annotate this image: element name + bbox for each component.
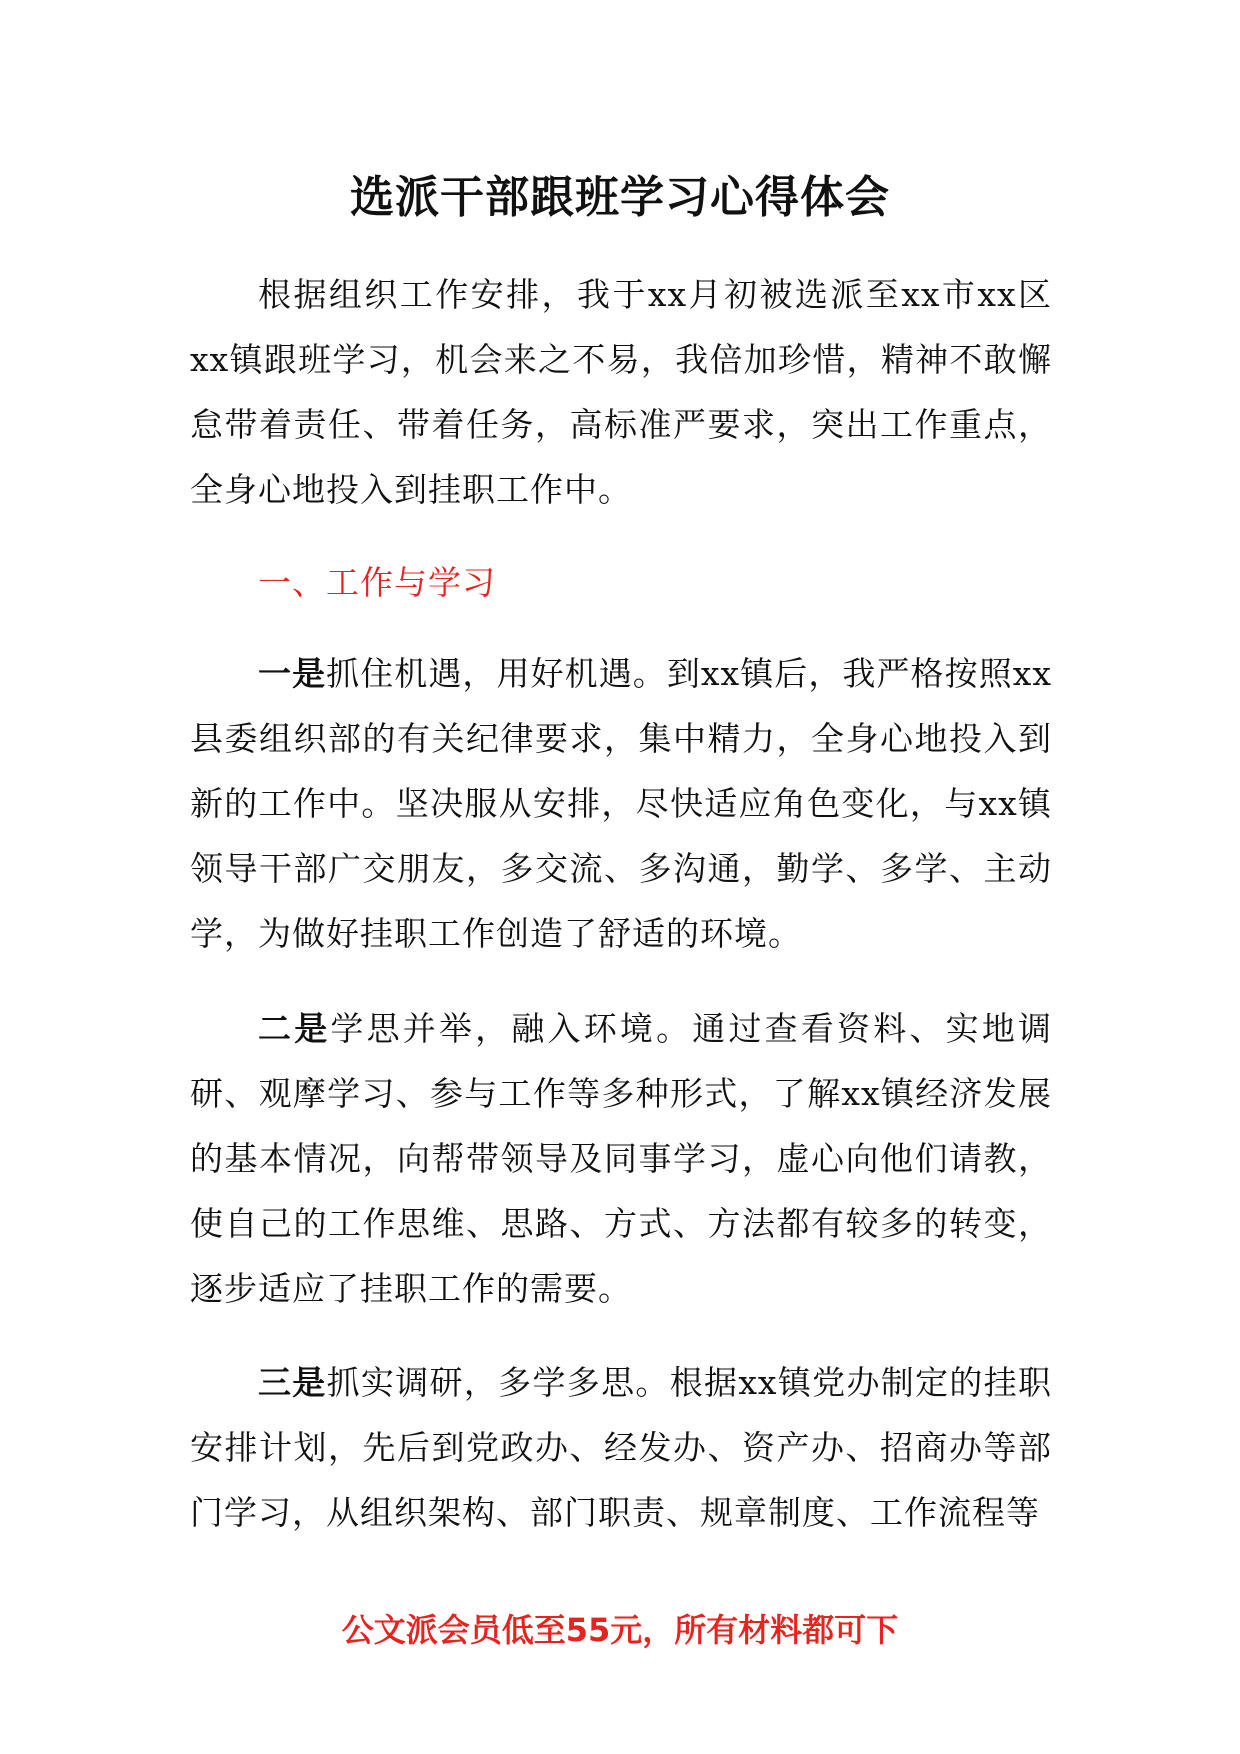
- point-text-1: [190, 641, 1052, 966]
- intro-paragraph: [190, 262, 1052, 522]
- point-paragraph-3: [190, 1350, 1052, 1545]
- point-text-3: [190, 1350, 1052, 1545]
- point-lead-2: 二是: [258, 1009, 331, 1048]
- point-body-3: 抓实调研，多学多思。根据xx镇党办制定的挂职安排计划，先后到党政办、经发办、资产办、招商办等部门学习，从组织架构、部门职责、规章制度、工作流程等: [190, 1363, 1052, 1532]
- point-lead-1: 一是: [258, 654, 327, 693]
- point-paragraph-2: [190, 996, 1052, 1321]
- point-body-2: 学思并举，融入环境。通过查看资料、实地调研、观摩学习、参与工作等多种形式，了解xx镇经济发展的基本情况，向帮带领导及同事学习，虚心向他们请教，使自己的工作思维、思路、方式、方法都有较多的转变，逐步适应了挂职工作的需要。: [190, 1009, 1053, 1308]
- point-paragraph-1: [190, 641, 1052, 966]
- promo-footer[interactable]: 公文派会员低至55元，所有材料都可下: [341, 1611, 899, 1649]
- section-heading: 一、工作与学习: [258, 563, 496, 602]
- point-body-1: 抓住机遇，用好机遇。到xx镇后，我严格按照xx县委组织部的有关纪律要求，集中精力，全身心地投入到新的工作中。坚决服从安排，尽快适应角色变化，与xx镇领导干部广交朋友，多交流、多沟通，勤学、多学、主动学，为做好挂职工作创造了舒适的环境。: [190, 654, 1052, 953]
- point-text-2: [190, 996, 1052, 1321]
- document-title: 选派干部跟班学习心得体会: [350, 172, 890, 223]
- point-lead-3: 三是: [258, 1363, 327, 1402]
- intro-text: 根据组织工作安排，我于xx月初被选派至xx市xx区xx镇跟班学习，机会来之不易，我倍加珍惜，精神不敢懈怠带着责任、带着任务，高标准严要求，突出工作重点，全身心地投入到挂职工作中。: [190, 275, 1052, 509]
